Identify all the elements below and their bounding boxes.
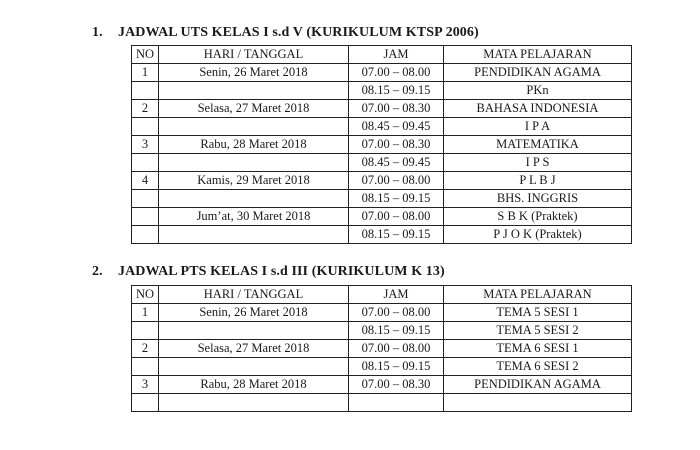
section-1-title: JADWAL UTS KELAS I s.d V (KURIKULUM KTSP 2006) — [118, 25, 479, 40]
table-row — [132, 118, 632, 136]
cell-subject: MATEMATIKA — [444, 136, 632, 154]
cell-no — [132, 154, 159, 172]
cell-subject: P L B J — [444, 172, 632, 190]
table-row — [132, 394, 632, 412]
section-1-heading — [92, 25, 479, 41]
cell-no: 2 — [132, 100, 159, 118]
cell-subject: BAHASA INDONESIA — [444, 100, 632, 118]
cell-time: 08.15 – 09.15 — [349, 358, 444, 376]
cell-subject: PKn — [444, 82, 632, 100]
cell-time: 07.00 – 08.30 — [349, 376, 444, 394]
cell-no — [132, 118, 159, 136]
cell-day — [159, 358, 349, 376]
table-row — [132, 358, 632, 376]
cell-subject: PENDIDIKAN AGAMA — [444, 64, 632, 82]
cell-day: Rabu, 28 Maret 2018 — [159, 136, 349, 154]
table-row — [132, 340, 632, 358]
table-row — [132, 172, 632, 190]
section-2-title: JADWAL PTS KELAS I s.d III (KURIKULUM K 13) — [118, 264, 445, 279]
cell-time: 08.15 – 09.15 — [349, 190, 444, 208]
section-1-number: 1. — [92, 25, 103, 40]
header-subject: MATA PELAJARAN — [444, 46, 632, 64]
table-row — [132, 226, 632, 244]
header-no: NO — [132, 286, 159, 304]
cell-time: 07.00 – 08.00 — [349, 340, 444, 358]
table-row — [132, 208, 632, 226]
table-row — [132, 136, 632, 154]
header-time: JAM — [349, 286, 444, 304]
cell-no — [132, 394, 159, 412]
table-header-row — [132, 286, 632, 304]
cell-day: Senin, 26 Maret 2018 — [159, 64, 349, 82]
cell-day: Selasa, 27 Maret 2018 — [159, 340, 349, 358]
cell-no: 3 — [132, 376, 159, 394]
cell-day: Senin, 26 Maret 2018 — [159, 304, 349, 322]
header-day: HARI / TANGGAL — [159, 46, 349, 64]
cell-time: 07.00 – 08.00 — [349, 208, 444, 226]
cell-subject — [444, 394, 632, 412]
cell-day: Jum’at, 30 Maret 2018 — [159, 208, 349, 226]
cell-day — [159, 322, 349, 340]
table-row — [132, 322, 632, 340]
cell-day: Rabu, 28 Maret 2018 — [159, 376, 349, 394]
cell-time — [349, 394, 444, 412]
cell-time: 07.00 – 08.30 — [349, 136, 444, 154]
cell-no — [132, 322, 159, 340]
cell-subject: TEMA 6 SESI 1 — [444, 340, 632, 358]
cell-time: 08.45 – 09.45 — [349, 118, 444, 136]
cell-time: 07.00 – 08.00 — [349, 172, 444, 190]
cell-subject: I P A — [444, 118, 632, 136]
cell-no: 1 — [132, 64, 159, 82]
header-time: JAM — [349, 46, 444, 64]
cell-time: 07.00 – 08.00 — [349, 304, 444, 322]
cell-no — [132, 82, 159, 100]
cell-no: 3 — [132, 136, 159, 154]
cell-subject: TEMA 5 SESI 1 — [444, 304, 632, 322]
cell-no: 1 — [132, 304, 159, 322]
cell-time: 08.15 – 09.15 — [349, 226, 444, 244]
table-row — [132, 100, 632, 118]
section-2-number: 2. — [92, 264, 103, 279]
cell-subject: PENDIDIKAN AGAMA — [444, 376, 632, 394]
cell-time: 08.45 – 09.45 — [349, 154, 444, 172]
cell-no — [132, 358, 159, 376]
header-subject: MATA PELAJARAN — [444, 286, 632, 304]
cell-subject: TEMA 6 SESI 2 — [444, 358, 632, 376]
cell-no: 4 — [132, 172, 159, 190]
cell-day — [159, 226, 349, 244]
table-row — [132, 64, 632, 82]
cell-time: 07.00 – 08.30 — [349, 100, 444, 118]
header-day: HARI / TANGGAL — [159, 286, 349, 304]
cell-subject: I P S — [444, 154, 632, 172]
cell-day — [159, 154, 349, 172]
cell-subject: P J O K (Praktek) — [444, 226, 632, 244]
cell-subject: S B K (Praktek) — [444, 208, 632, 226]
cell-no: 2 — [132, 340, 159, 358]
cell-time: 08.15 – 09.15 — [349, 322, 444, 340]
table-header-row — [132, 46, 632, 64]
cell-no — [132, 226, 159, 244]
section-2-heading — [92, 264, 445, 280]
cell-time: 08.15 – 09.15 — [349, 82, 444, 100]
cell-time: 07.00 – 08.00 — [349, 64, 444, 82]
table-row — [132, 376, 632, 394]
cell-day: Kamis, 29 Maret 2018 — [159, 172, 349, 190]
cell-subject: TEMA 5 SESI 2 — [444, 322, 632, 340]
pts-schedule-table — [131, 285, 632, 412]
cell-day — [159, 394, 349, 412]
cell-day — [159, 190, 349, 208]
cell-subject: BHS. INGGRIS — [444, 190, 632, 208]
cell-no — [132, 190, 159, 208]
cell-no — [132, 208, 159, 226]
header-no: NO — [132, 46, 159, 64]
cell-day: Selasa, 27 Maret 2018 — [159, 100, 349, 118]
table-row — [132, 154, 632, 172]
table-row — [132, 304, 632, 322]
table-row — [132, 82, 632, 100]
uts-schedule-table — [131, 45, 632, 244]
cell-day — [159, 82, 349, 100]
cell-day — [159, 118, 349, 136]
table-row — [132, 190, 632, 208]
